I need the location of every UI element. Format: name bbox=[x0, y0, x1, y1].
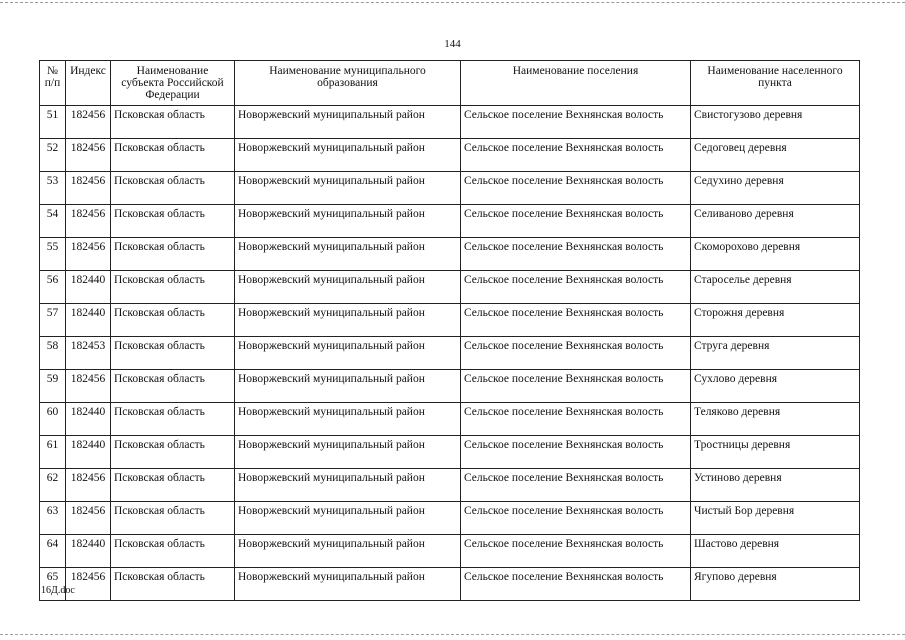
cell-settlement: Сельское поселение Вехнянская волость bbox=[461, 403, 691, 436]
cell-municipal: Новоржевский муниципальный район bbox=[235, 568, 461, 601]
table-row bbox=[40, 172, 860, 205]
cell-municipal: Новоржевский муниципальный район bbox=[235, 370, 461, 403]
cell-settlement: Сельское поселение Вехнянская волость bbox=[461, 172, 691, 205]
table-row bbox=[40, 403, 860, 436]
cell-num: 64 bbox=[40, 535, 66, 568]
cell-locality: Теляково деревня bbox=[691, 403, 860, 436]
cell-index: 182456 bbox=[66, 106, 111, 139]
scan-edge-bottom bbox=[0, 634, 905, 635]
cell-index: 182456 bbox=[66, 238, 111, 271]
cell-locality: Сторожня деревня bbox=[691, 304, 860, 337]
cell-municipal: Новоржевский муниципальный район bbox=[235, 337, 461, 370]
cell-num: 57 bbox=[40, 304, 66, 337]
cell-subject: Псковская область bbox=[111, 271, 235, 304]
cell-locality: Селиваново деревня bbox=[691, 205, 860, 238]
locality-table bbox=[39, 60, 860, 601]
cell-locality: Ягупово деревня bbox=[691, 568, 860, 601]
cell-index: 182456 bbox=[66, 205, 111, 238]
table-row bbox=[40, 304, 860, 337]
cell-locality: Свистогузово деревня bbox=[691, 106, 860, 139]
cell-locality: Седухино деревня bbox=[691, 172, 860, 205]
cell-subject: Псковская область bbox=[111, 568, 235, 601]
cell-num: 62 bbox=[40, 469, 66, 502]
header-subject: Наименование субъекта Российской Федерации bbox=[111, 61, 235, 106]
cell-settlement: Сельское поселение Вехнянская волость bbox=[461, 205, 691, 238]
header-municipal: Наименование муниципального образования bbox=[235, 61, 461, 106]
table-row bbox=[40, 205, 860, 238]
table-row bbox=[40, 271, 860, 304]
table-row bbox=[40, 337, 860, 370]
cell-locality: Скоморохово деревня bbox=[691, 238, 860, 271]
table-body bbox=[40, 106, 860, 601]
cell-municipal: Новоржевский муниципальный район bbox=[235, 502, 461, 535]
cell-municipal: Новоржевский муниципальный район bbox=[235, 172, 461, 205]
cell-settlement: Сельское поселение Вехнянская волость bbox=[461, 106, 691, 139]
cell-locality: Седоговец деревня bbox=[691, 139, 860, 172]
cell-municipal: Новоржевский муниципальный район bbox=[235, 205, 461, 238]
cell-index: 182440 bbox=[66, 271, 111, 304]
cell-num: 58 bbox=[40, 337, 66, 370]
table-header-row bbox=[40, 61, 860, 106]
cell-locality: Тростницы деревня bbox=[691, 436, 860, 469]
cell-index: 182456 bbox=[66, 172, 111, 205]
cell-index: 182440 bbox=[66, 535, 111, 568]
header-settlement: Наименование поселения bbox=[461, 61, 691, 106]
cell-settlement: Сельское поселение Вехнянская волость bbox=[461, 139, 691, 172]
table-row bbox=[40, 535, 860, 568]
cell-num: 65 bbox=[40, 568, 66, 601]
footer-file-name: 16Д.doc bbox=[41, 585, 75, 596]
table-row bbox=[40, 568, 860, 601]
header-index: Индекс bbox=[66, 61, 111, 106]
cell-subject: Псковская область bbox=[111, 172, 235, 205]
header-num: № п/п bbox=[40, 61, 66, 106]
cell-index: 182440 bbox=[66, 403, 111, 436]
cell-subject: Псковская область bbox=[111, 502, 235, 535]
table-row bbox=[40, 502, 860, 535]
cell-subject: Псковская область bbox=[111, 337, 235, 370]
page-number: 144 bbox=[444, 38, 461, 50]
cell-settlement: Сельское поселение Вехнянская волость bbox=[461, 370, 691, 403]
cell-locality: Чистый Бор деревня bbox=[691, 502, 860, 535]
header-locality: Наименование населенного пункта bbox=[691, 61, 860, 106]
cell-municipal: Новоржевский муниципальный район bbox=[235, 139, 461, 172]
cell-subject: Псковская область bbox=[111, 238, 235, 271]
cell-locality: Сухлово деревня bbox=[691, 370, 860, 403]
table-row bbox=[40, 238, 860, 271]
cell-settlement: Сельское поселение Вехнянская волость bbox=[461, 304, 691, 337]
table-row bbox=[40, 370, 860, 403]
cell-subject: Псковская область bbox=[111, 139, 235, 172]
table-row bbox=[40, 469, 860, 502]
cell-subject: Псковская область bbox=[111, 403, 235, 436]
table-row bbox=[40, 139, 860, 172]
cell-municipal: Новоржевский муниципальный район bbox=[235, 271, 461, 304]
cell-locality: Струга деревня bbox=[691, 337, 860, 370]
cell-locality: Устиново деревня bbox=[691, 469, 860, 502]
cell-index: 182456 bbox=[66, 469, 111, 502]
cell-settlement: Сельское поселение Вехнянская волость bbox=[461, 271, 691, 304]
cell-settlement: Сельское поселение Вехнянская волость bbox=[461, 469, 691, 502]
cell-num: 63 bbox=[40, 502, 66, 535]
cell-index: 182456 bbox=[66, 139, 111, 172]
cell-num: 54 bbox=[40, 205, 66, 238]
cell-num: 55 bbox=[40, 238, 66, 271]
cell-municipal: Новоржевский муниципальный район bbox=[235, 238, 461, 271]
table-row bbox=[40, 436, 860, 469]
cell-municipal: Новоржевский муниципальный район bbox=[235, 304, 461, 337]
cell-num: 56 bbox=[40, 271, 66, 304]
cell-settlement: Сельское поселение Вехнянская волость bbox=[461, 238, 691, 271]
cell-municipal: Новоржевский муниципальный район bbox=[235, 469, 461, 502]
cell-municipal: Новоржевский муниципальный район bbox=[235, 535, 461, 568]
cell-subject: Псковская область bbox=[111, 535, 235, 568]
cell-settlement: Сельское поселение Вехнянская волость bbox=[461, 568, 691, 601]
cell-subject: Псковская область bbox=[111, 304, 235, 337]
cell-municipal: Новоржевский муниципальный район bbox=[235, 106, 461, 139]
cell-index: 182440 bbox=[66, 304, 111, 337]
cell-subject: Псковская область bbox=[111, 436, 235, 469]
cell-num: 52 bbox=[40, 139, 66, 172]
cell-settlement: Сельское поселение Вехнянская волость bbox=[461, 337, 691, 370]
cell-index: 182440 bbox=[66, 436, 111, 469]
cell-subject: Псковская область bbox=[111, 205, 235, 238]
cell-municipal: Новоржевский муниципальный район bbox=[235, 436, 461, 469]
cell-index: 182456 bbox=[66, 502, 111, 535]
cell-subject: Псковская область bbox=[111, 469, 235, 502]
cell-settlement: Сельское поселение Вехнянская волость bbox=[461, 535, 691, 568]
cell-settlement: Сельское поселение Вехнянская волость bbox=[461, 502, 691, 535]
cell-num: 51 bbox=[40, 106, 66, 139]
cell-num: 59 bbox=[40, 370, 66, 403]
cell-subject: Псковская область bbox=[111, 370, 235, 403]
cell-settlement: Сельское поселение Вехнянская волость bbox=[461, 436, 691, 469]
cell-num: 60 bbox=[40, 403, 66, 436]
cell-index: 182453 bbox=[66, 337, 111, 370]
scan-edge-top bbox=[0, 2, 905, 3]
cell-index: 182456 bbox=[66, 568, 111, 601]
cell-municipal: Новоржевский муниципальный район bbox=[235, 403, 461, 436]
table-row bbox=[40, 106, 860, 139]
cell-subject: Псковская область bbox=[111, 106, 235, 139]
cell-locality: Шастово деревня bbox=[691, 535, 860, 568]
cell-locality: Староселье деревня bbox=[691, 271, 860, 304]
cell-num: 61 bbox=[40, 436, 66, 469]
cell-index: 182456 bbox=[66, 370, 111, 403]
cell-num: 53 bbox=[40, 172, 66, 205]
